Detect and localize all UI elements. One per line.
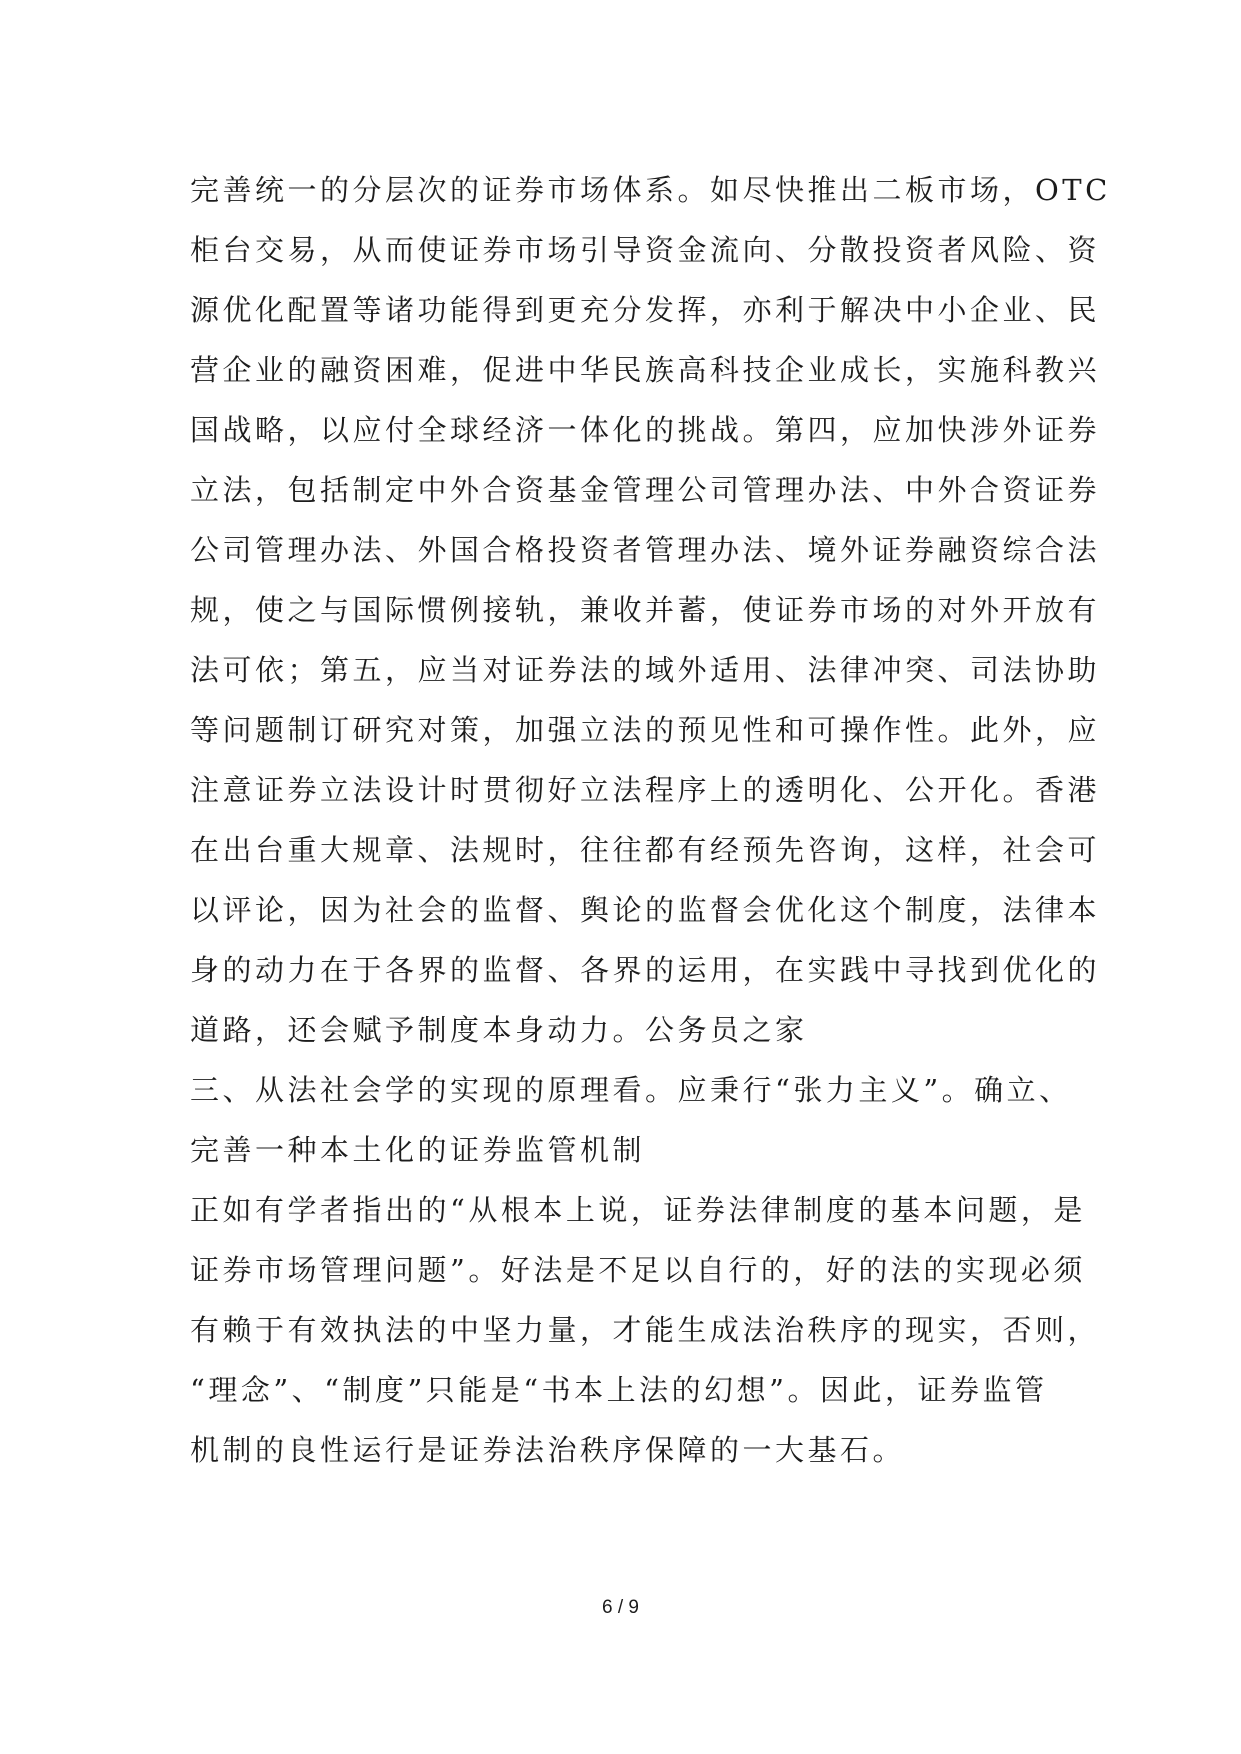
page-number: 6 / 9 — [602, 1597, 639, 1618]
text-line: 柜台交易，从而使证券市场引导资金流向、分散投资者风险、资 — [190, 233, 1101, 267]
text-line: “理念”、“制度”只能是“书本上法的幻想”。因此，证券监管 — [190, 1373, 1048, 1407]
text-line: 身的动力在于各界的监督、各界的运用，在实践中寻找到优化的 — [190, 953, 1101, 987]
section-heading-continued: 完善一种本土化的证券监管机制 — [190, 1133, 646, 1167]
body-text — [190, 160, 1111, 1480]
text-line: 规，使之与国际惯例接轨，兼收并蓄，使证券市场的对外开放有 — [190, 593, 1101, 627]
text-line: 完善统一的分层次的证券市场体系。如尽快推出二板市场，OTC — [190, 173, 1111, 207]
text-line: 公司管理办法、外国合格投资者管理办法、境外证券融资综合法 — [190, 533, 1101, 567]
text-line: 机制的良性运行是证券法治秩序保障的一大基石。 — [190, 1433, 906, 1467]
text-line: 正如有学者指出的“从根本上说，证券法律制度的基本问题，是 — [190, 1193, 1086, 1227]
text-line: 源优化配置等诸功能得到更充分发挥，亦利于解决中小企业、民 — [190, 293, 1101, 327]
section-heading: 三、从法社会学的实现的原理看。应秉行“张力主义”。确立、 — [190, 1073, 1072, 1107]
text-line: 立法，包括制定中外合资基金管理公司管理办法、中外合资证券 — [190, 473, 1101, 507]
text-line: 有赖于有效执法的中坚力量，才能生成法治秩序的现实，否则， — [190, 1313, 1101, 1347]
text-line: 国战略，以应付全球经济一体化的挑战。第四，应加快涉外证券 — [190, 413, 1101, 447]
text-line: 营企业的融资困难，促进中华民族高科技企业成长，实施科教兴 — [190, 353, 1101, 387]
text-line: 注意证券立法设计时贯彻好立法程序上的透明化、公开化。香港 — [190, 773, 1101, 807]
text-line: 证券市场管理问题”。好法是不足以自行的，好的法的实现必须 — [190, 1253, 1086, 1287]
text-line: 以评论，因为社会的监督、舆论的监督会优化这个制度，法律本 — [190, 893, 1101, 927]
text-line: 在出台重大规章、法规时，往往都有经预先咨询，这样，社会可 — [190, 833, 1101, 867]
text-line: 法可依；第五，应当对证券法的域外适用、法律冲突、司法协助 — [190, 653, 1101, 687]
text-line: 等问题制订研究对策，加强立法的预见性和可操作性。此外，应 — [190, 713, 1101, 747]
text-line: 道路，还会赋予制度本身动力。公务员之家 — [190, 1013, 808, 1047]
